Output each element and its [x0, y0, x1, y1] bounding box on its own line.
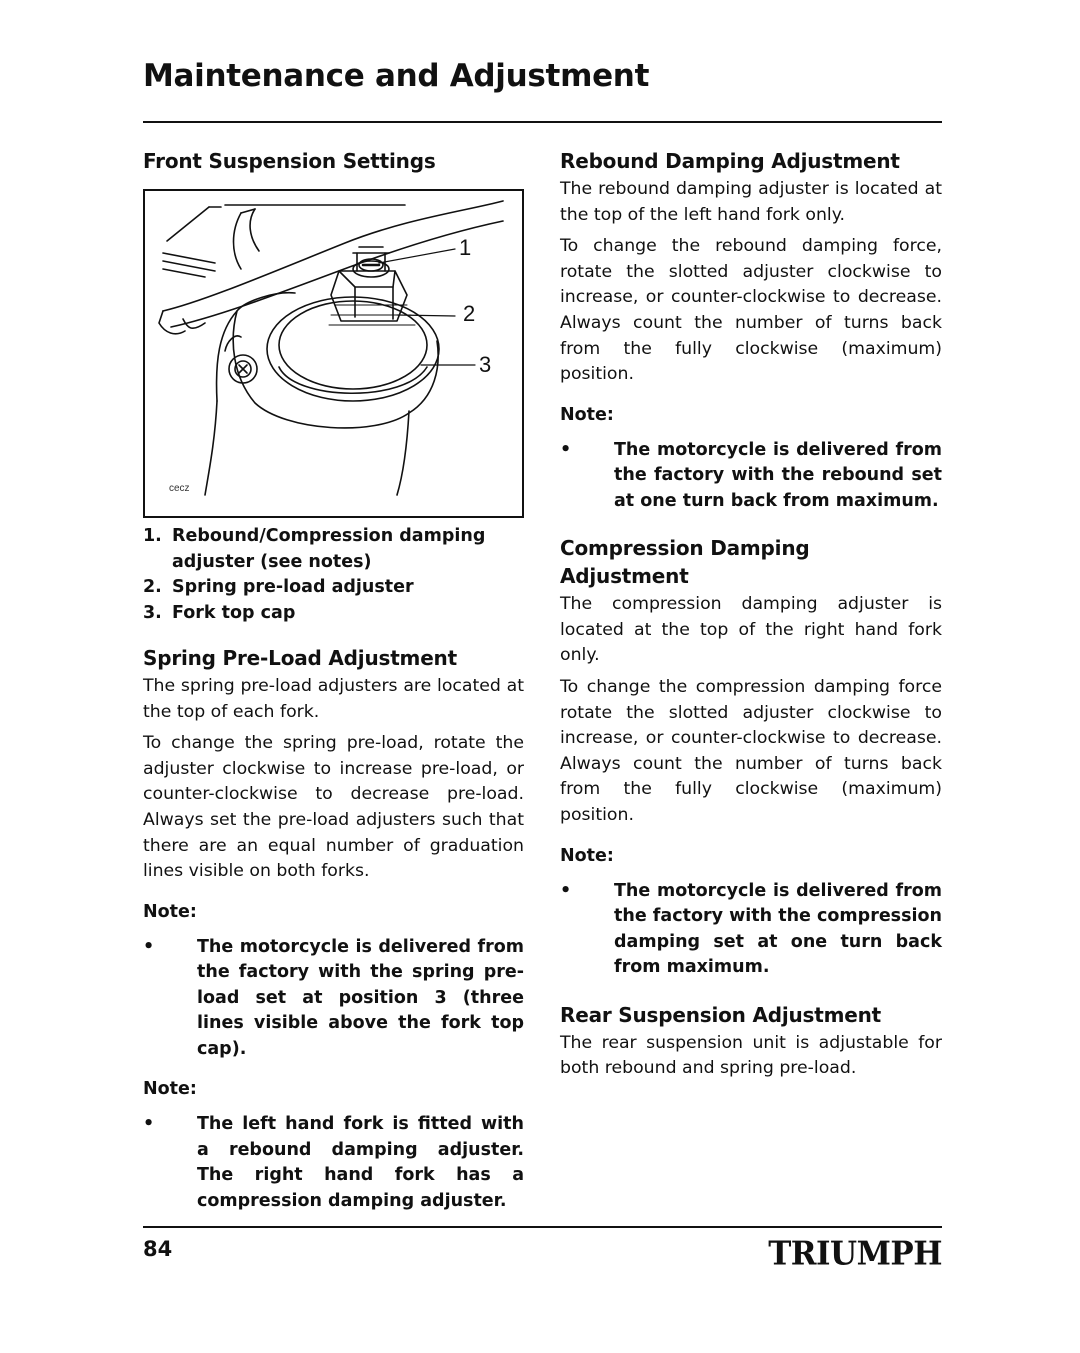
page-title: Maintenance and Adjustment [143, 58, 650, 94]
bullet-dot: • [560, 439, 572, 460]
right-column [560, 140, 942, 1082]
compression-paragraph-1: The compression damping adjuster is located at the top of the right hand fork only. [560, 594, 942, 666]
rebound-paragraph-1: The rebound damping adjuster is located at the top of the left hand fork only. [560, 179, 942, 225]
footer-rule [143, 1226, 942, 1228]
spring-preload-heading: Spring Pre-Load Adjustment [143, 646, 457, 670]
legend-text: Spring pre-load adjuster [172, 577, 414, 597]
legend-item [143, 524, 524, 575]
note-bullet-item [560, 879, 942, 981]
note-text: The left hand fork is fitted with a rebound damping adjuster. The right hand fork has a compression damping adjuster. [197, 1114, 524, 1211]
left-column [143, 140, 524, 1214]
note-bullet-item [560, 438, 942, 515]
bullet-dot: • [143, 936, 155, 957]
preload-paragraph-2: To change the spring pre-load, rotate the adjuster clockwise to increase pre-load, or counter-clockwise to decrease pre-load. Always set the pre-load adjusters such that there are an equal number of graduation lines visible on both forks. [143, 733, 524, 882]
note-text: The motorcycle is delivered from the factory with the spring pre-load set at position 3 (three lines visible above the fork top cap). [197, 936, 524, 1059]
legend-number: 2. [143, 577, 162, 597]
callout-1-label: 1 [459, 235, 472, 260]
triumph-logo: TRIUMPH [768, 1235, 942, 1273]
legend-number: 3. [143, 602, 162, 623]
note-label: Note: [143, 901, 197, 922]
bullet-dot: • [143, 1114, 155, 1135]
rebound-damping-heading: Rebound Damping Adjustment [560, 149, 900, 173]
fork-top-illustration [143, 189, 524, 518]
front-suspension-heading: Front Suspension Settings [143, 149, 436, 173]
bullet-dot: • [560, 880, 572, 901]
note-label: Note: [560, 845, 614, 866]
rear-paragraph-1: The rear suspension unit is adjustable for both rebound and spring pre-load. [560, 1032, 942, 1079]
legend-item [143, 575, 524, 601]
rebound-paragraph-2: To change the rebound damping force, rotate the slotted adjuster clockwise to increase, or counter-clockwise to decrease. Always count the number of turns back from the fully clockwise (maximum) position. [560, 236, 942, 385]
legend-text: Fork top cap [172, 602, 296, 623]
note-label: Note: [560, 404, 614, 425]
preload-paragraph-1: The spring pre-load adjusters are located at the top of each fork. [143, 676, 524, 722]
legend-item [143, 601, 524, 627]
note-label: Note: [143, 1079, 197, 1100]
figure-legend [143, 524, 524, 626]
header-rule [143, 121, 942, 123]
note-text: The motorcycle is delivered from the factory with the rebound set at one turn back from maximum. [614, 439, 942, 511]
callout-3-label: 3 [479, 352, 492, 377]
figure-code: cecz [169, 483, 190, 494]
note-bullet-item [143, 935, 524, 1063]
rear-suspension-heading: Rear Suspension Adjustment [560, 1002, 882, 1027]
page-number: 84 [143, 1237, 173, 1261]
legend-number: 1. [143, 526, 162, 546]
compression-damping-heading: Compression Damping Adjustment [560, 536, 810, 589]
callout-2-label: 2 [463, 301, 476, 326]
note-bullet-item [143, 1112, 524, 1214]
compression-paragraph-2: To change the compression damping force rotate the slotted adjuster clockwise to increase, or counter-clockwise to decrease. Always count the number of turns back from the fully clockwise (maximum) position. [560, 677, 942, 825]
note-text: The motorcycle is delivered from the factory with the compression damping set at one turn back from maximum. [614, 880, 942, 978]
legend-text: Rebound/Compression damping adjuster (see notes) [172, 526, 486, 572]
